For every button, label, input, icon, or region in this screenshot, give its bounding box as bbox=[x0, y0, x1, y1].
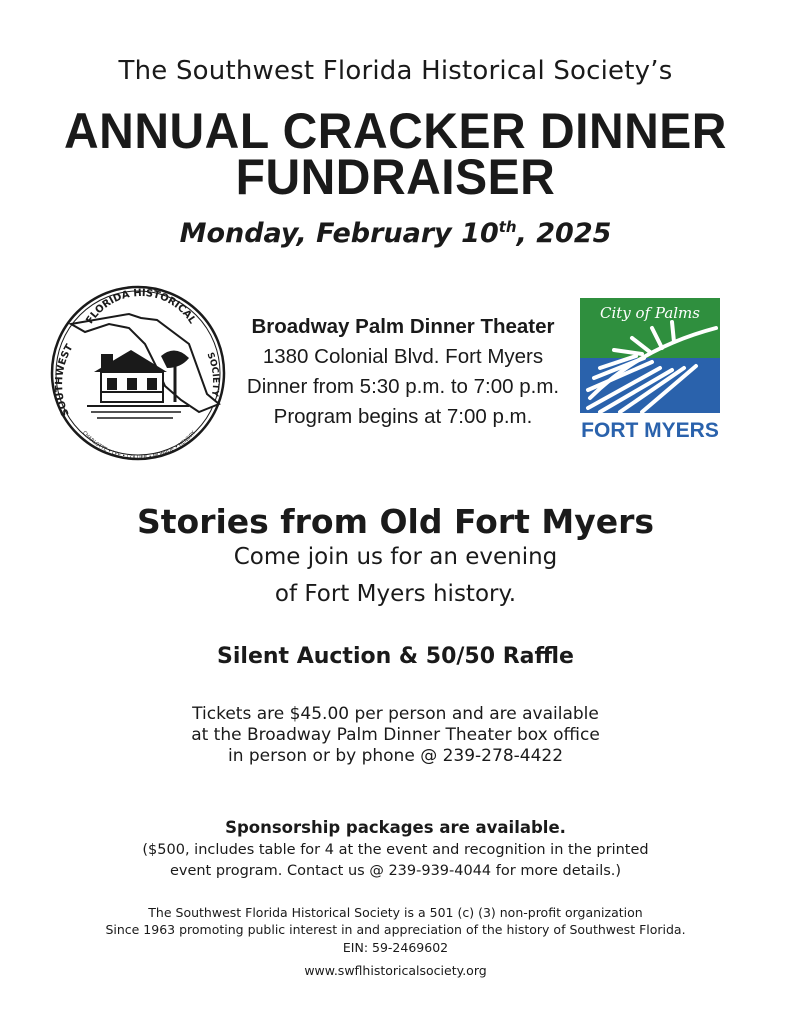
svg-text:CHARLOTTE • LEE • COLLIER • MO bbox=[81, 429, 197, 460]
event-title-line1: ANNUAL CRACKER DINNER bbox=[64, 103, 727, 160]
tickets-line3: in person or by phone @ 239-278-4422 bbox=[227, 746, 564, 766]
intro-line1: Come join us for an evening bbox=[233, 544, 558, 570]
svg-text:SOCIETY bbox=[205, 351, 221, 397]
event-date-year: , 2025 bbox=[516, 218, 612, 249]
seal-left-text: SOUTHWEST bbox=[54, 342, 76, 418]
event-date-main: Monday, February 10 bbox=[179, 218, 499, 249]
tickets-line2: at the Broadway Palm Dinner Theater box office bbox=[191, 725, 600, 745]
seal-bottom-text: CHARLOTTE • LEE • COLLIER • MONROE • HENDRY bbox=[81, 430, 197, 461]
event-date-ordinal: th bbox=[498, 218, 517, 236]
seal-right-text: SOCIETY bbox=[204, 351, 221, 398]
fort-myers-city-logo bbox=[580, 298, 720, 443]
event-title-line2: FUNDRAISER bbox=[235, 149, 556, 206]
dinner-time: Dinner from 5:30 p.m. to 7:00 p.m. bbox=[246, 375, 560, 398]
sponsorship-title: Sponsorship packages are available. bbox=[225, 818, 566, 837]
seal-top-text: FLORIDA HISTORICAL bbox=[84, 287, 198, 327]
venue-name: Broadway Palm Dinner Theater bbox=[251, 315, 555, 338]
venue-address: 1380 Colonial Blvd. Fort Myers bbox=[262, 345, 544, 368]
sponsorship-line2: ($500, includes table for 4 at the event and recognition in the printed bbox=[142, 842, 649, 858]
program-time: Program begins at 7:00 p.m. bbox=[273, 405, 533, 428]
tickets-line1: Tickets are $45.00 per person and are available bbox=[192, 704, 599, 724]
society-heading: The Southwest Florida Historical Society’s bbox=[118, 56, 673, 86]
sponsorship-line3: event program. Contact us @ 239-939-4044 for more details.) bbox=[169, 863, 622, 879]
house-illustration bbox=[87, 350, 189, 418]
intro-line2: of Fort Myers history. bbox=[274, 581, 517, 607]
venue-block bbox=[222, 312, 584, 432]
ein: EIN: 59-2469602 bbox=[342, 940, 449, 955]
historical-society-seal bbox=[49, 284, 227, 462]
city-logo-name: FORT MYERS bbox=[581, 419, 719, 442]
headline: Stories from Old Fort Myers bbox=[136, 502, 655, 541]
org-statement-line2: Since 1963 promoting public interest in and appreciation of the history of Southwest Florida. bbox=[105, 922, 686, 937]
city-logo-script: City of Palms bbox=[600, 304, 700, 322]
auction-raffle-heading: Silent Auction & 50/50 Raffle bbox=[217, 644, 574, 669]
event-date bbox=[0, 218, 791, 249]
org-statement-line1: The Southwest Florida Historical Society is a 501 (c) (3) non-profit organization bbox=[148, 905, 643, 920]
website-link[interactable]: www.swflhistoricalsociety.org bbox=[304, 963, 487, 978]
svg-text:SOUTHWEST bbox=[54, 343, 76, 418]
